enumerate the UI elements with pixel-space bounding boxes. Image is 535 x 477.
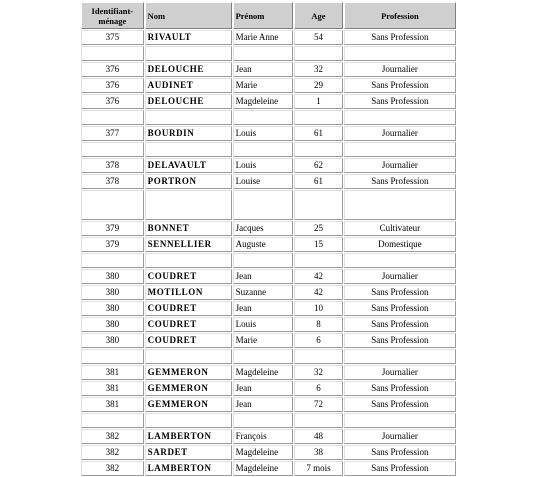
cell-age: 8 <box>294 317 343 332</box>
table-row <box>81 94 456 109</box>
empty-cell <box>81 413 144 428</box>
table-row <box>81 158 456 173</box>
cell-profession: Journalier <box>344 126 456 141</box>
empty-cell <box>233 110 294 125</box>
household-census-table <box>80 1 457 477</box>
cell-first-name: François <box>233 429 294 444</box>
cell-profession: Sans Profession <box>344 381 456 396</box>
cell-first-name: Jean <box>233 269 294 284</box>
table-header-row <box>81 2 456 29</box>
cell-first-name: Jean <box>233 381 294 396</box>
table-row <box>81 62 456 77</box>
cell-age: 1 <box>294 94 343 109</box>
empty-cell <box>233 413 294 428</box>
empty-cell <box>145 190 232 220</box>
empty-cell <box>294 110 343 125</box>
cell-household-id: 377 <box>81 126 144 141</box>
cell-household-id: 376 <box>81 94 144 109</box>
cell-profession: Cultivateur <box>344 221 456 236</box>
empty-cell <box>233 46 294 61</box>
cell-first-name: Magdeleine <box>233 94 294 109</box>
cell-age: 42 <box>294 269 343 284</box>
cell-first-name: Magdeleine <box>233 461 294 476</box>
empty-cell <box>81 46 144 61</box>
empty-cell <box>294 142 343 157</box>
empty-cell <box>81 142 144 157</box>
table-spacer-row <box>81 142 456 157</box>
cell-first-name: Jean <box>233 397 294 412</box>
cell-profession: Journalier <box>344 62 456 77</box>
table-row <box>81 365 456 380</box>
cell-age: 10 <box>294 301 343 316</box>
table-row <box>81 333 456 348</box>
cell-profession: Sans Profession <box>344 78 456 93</box>
cell-age: 61 <box>294 174 343 189</box>
cell-last-name: BOURDIN <box>145 126 232 141</box>
table-spacer-row <box>81 190 456 220</box>
table-row <box>81 445 456 460</box>
cell-household-id: 380 <box>81 285 144 300</box>
empty-cell <box>81 253 144 268</box>
cell-last-name: COUDRET <box>145 317 232 332</box>
empty-cell <box>145 142 232 157</box>
empty-cell <box>344 253 456 268</box>
cell-household-id: 381 <box>81 397 144 412</box>
cell-first-name: Louis <box>233 158 294 173</box>
empty-cell <box>344 413 456 428</box>
empty-cell <box>145 349 232 364</box>
cell-profession: Sans Profession <box>344 397 456 412</box>
table-row <box>81 285 456 300</box>
cell-household-id: 381 <box>81 381 144 396</box>
cell-household-id: 378 <box>81 158 144 173</box>
cell-profession: Sans Profession <box>344 285 456 300</box>
column-header-profession: Profession <box>344 2 456 29</box>
cell-first-name: Louis <box>233 317 294 332</box>
empty-cell <box>145 413 232 428</box>
cell-last-name: PORTRON <box>145 174 232 189</box>
cell-profession: Domestique <box>344 237 456 252</box>
cell-age: 61 <box>294 126 343 141</box>
cell-age: 29 <box>294 78 343 93</box>
cell-age: 7 mois <box>294 461 343 476</box>
table-spacer-row <box>81 46 456 61</box>
cell-last-name: RIVAULT <box>145 30 232 45</box>
empty-cell <box>294 413 343 428</box>
cell-last-name: GEMMERON <box>145 365 232 380</box>
cell-household-id: 381 <box>81 365 144 380</box>
empty-cell <box>344 190 456 220</box>
cell-last-name: SENNELLIER <box>145 237 232 252</box>
empty-cell <box>81 349 144 364</box>
cell-household-id: 378 <box>81 174 144 189</box>
empty-cell <box>344 110 456 125</box>
cell-profession: Sans Profession <box>344 301 456 316</box>
empty-cell <box>81 110 144 125</box>
table-row <box>81 317 456 332</box>
cell-profession: Sans Profession <box>344 317 456 332</box>
table-row <box>81 30 456 45</box>
cell-first-name: Suzanne <box>233 285 294 300</box>
cell-last-name: AUDINET <box>145 78 232 93</box>
empty-cell <box>145 253 232 268</box>
cell-first-name: Jacques <box>233 221 294 236</box>
table-row <box>81 381 456 396</box>
cell-first-name: Magdeleine <box>233 365 294 380</box>
empty-cell <box>233 253 294 268</box>
cell-age: 32 <box>294 365 343 380</box>
empty-cell <box>233 190 294 220</box>
cell-last-name: GEMMERON <box>145 381 232 396</box>
cell-household-id: 376 <box>81 62 144 77</box>
cell-household-id: 380 <box>81 301 144 316</box>
cell-age: 38 <box>294 445 343 460</box>
empty-cell <box>344 349 456 364</box>
table-row <box>81 301 456 316</box>
column-header-age: Age <box>294 2 343 29</box>
cell-household-id: 382 <box>81 445 144 460</box>
empty-cell <box>145 110 232 125</box>
cell-profession: Journalier <box>344 429 456 444</box>
cell-last-name: DELOUCHE <box>145 94 232 109</box>
cell-household-id: 376 <box>81 78 144 93</box>
cell-first-name: Louis <box>233 126 294 141</box>
cell-age: 25 <box>294 221 343 236</box>
cell-last-name: DELOUCHE <box>145 62 232 77</box>
cell-first-name: Louise <box>233 174 294 189</box>
empty-cell <box>145 46 232 61</box>
cell-first-name: Marie <box>233 78 294 93</box>
table-row <box>81 461 456 476</box>
cell-household-id: 379 <box>81 237 144 252</box>
empty-cell <box>294 253 343 268</box>
cell-last-name: LAMBERTON <box>145 461 232 476</box>
cell-age: 48 <box>294 429 343 444</box>
cell-last-name: COUDRET <box>145 269 232 284</box>
cell-household-id: 380 <box>81 333 144 348</box>
cell-first-name: Jean <box>233 301 294 316</box>
empty-cell <box>344 142 456 157</box>
cell-last-name: BONNET <box>145 221 232 236</box>
table-row <box>81 221 456 236</box>
cell-household-id: 382 <box>81 461 144 476</box>
empty-cell <box>81 190 144 220</box>
column-header-household-id: Identifiant-ménage <box>81 2 144 29</box>
table-row <box>81 237 456 252</box>
cell-last-name: DELAVAULT <box>145 158 232 173</box>
cell-first-name: Marie Anne <box>233 30 294 45</box>
cell-first-name: Jean <box>233 62 294 77</box>
cell-profession: Sans Profession <box>344 445 456 460</box>
cell-age: 72 <box>294 397 343 412</box>
empty-cell <box>233 142 294 157</box>
table-spacer-row <box>81 349 456 364</box>
cell-age: 15 <box>294 237 343 252</box>
table-row <box>81 269 456 284</box>
cell-last-name: MOTILLON <box>145 285 232 300</box>
cell-age: 62 <box>294 158 343 173</box>
cell-household-id: 382 <box>81 429 144 444</box>
cell-first-name: Magdeleine <box>233 445 294 460</box>
cell-profession: Sans Profession <box>344 461 456 476</box>
cell-profession: Journalier <box>344 365 456 380</box>
cell-profession: Journalier <box>344 269 456 284</box>
table-row <box>81 429 456 444</box>
table-row <box>81 174 456 189</box>
column-header-last-name: Nom <box>145 2 232 29</box>
cell-profession: Journalier <box>344 158 456 173</box>
table-row <box>81 397 456 412</box>
cell-age: 6 <box>294 333 343 348</box>
empty-cell <box>294 46 343 61</box>
cell-household-id: 379 <box>81 221 144 236</box>
cell-last-name: GEMMERON <box>145 397 232 412</box>
cell-last-name: LAMBERTON <box>145 429 232 444</box>
table-spacer-row <box>81 253 456 268</box>
table-spacer-row <box>81 110 456 125</box>
cell-first-name: Marie <box>233 333 294 348</box>
cell-household-id: 380 <box>81 269 144 284</box>
table-row <box>81 126 456 141</box>
table-spacer-row <box>81 413 456 428</box>
cell-profession: Sans Profession <box>344 94 456 109</box>
table-row <box>81 78 456 93</box>
empty-cell <box>294 349 343 364</box>
empty-cell <box>233 349 294 364</box>
empty-cell <box>344 46 456 61</box>
column-header-first-name: Prénom <box>233 2 294 29</box>
empty-cell <box>294 190 343 220</box>
cell-profession: Sans Profession <box>344 333 456 348</box>
cell-age: 54 <box>294 30 343 45</box>
cell-household-id: 380 <box>81 317 144 332</box>
cell-last-name: SARDET <box>145 445 232 460</box>
cell-first-name: Auguste <box>233 237 294 252</box>
cell-last-name: COUDRET <box>145 301 232 316</box>
cell-household-id: 375 <box>81 30 144 45</box>
cell-last-name: COUDRET <box>145 333 232 348</box>
cell-profession: Sans Profession <box>344 30 456 45</box>
cell-age: 42 <box>294 285 343 300</box>
cell-age: 6 <box>294 381 343 396</box>
cell-profession: Sans Profession <box>344 174 456 189</box>
cell-age: 32 <box>294 62 343 77</box>
